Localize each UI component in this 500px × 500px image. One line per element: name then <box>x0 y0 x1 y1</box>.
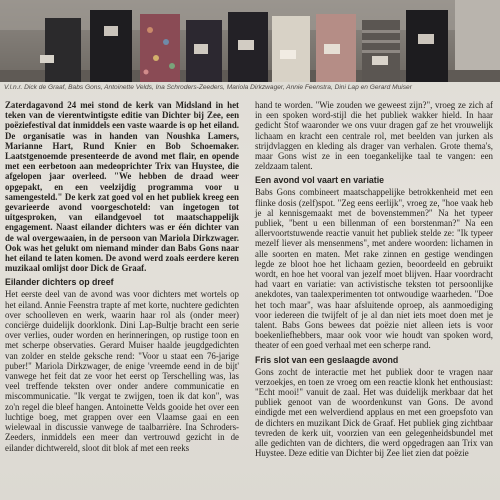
section-heading-eilander-dichters: Eilander dichters op dreef <box>5 277 114 288</box>
article-body-paragraph: Gons zocht de interactie met het publiek door te vragen naar verzoekjes, en toen ze vroeg om een reactie klonk het enthousiast: "Echt mooi!" vanuit de zaal. Het was duidelijk merkbaar dat het publiek genoot van de woordenkunst van Gons. De avond eindigde met een welverdiend applaus en met een groepsfoto van de dichters en muzikant Dick de Graaf. Het publiek ging zichtbaar tevreden de kerk uit, voorzien van een gelegenheidsbundel met alle gedichten van de dichters, die werd opgedragen aan Trix van Huystee. Deze editie van Dichter bij Zee liet zien dat poëzie <box>255 366 493 459</box>
right-column <box>255 100 493 459</box>
article-body-paragraph: Het eerste deel van de avond was voor dichters met wortels op het eiland. Annie Feenstra trapte af met korte, nuchtere gedichten over schoolleven en werk, waarin haar rol als (onder meer) conciërge duidelijk doorklonk. Dini Lap-Bultje bracht een serie over verlies, ouder worden en herinneringen, op rustige toon en met scherpe observaties. Gerard Muiser haalde jeugdgedichten van zolder en stelde geksche rend: "Voor u staat een 76-jarige puber!" Mariola Dirkzwager, de enige 'vreemde eend in de bijt' vanwege het feit dat ze voor het eerst op Terschelling was, las veel treffende teksten over onder andere communicatie en miscommunicatie. "Ik vergat te zwijgen, toen ik dat kon", was zo'n regel die bleef hangen. Antoinette Velds gooide het over een luchtige boeg, met grappen over een Vlaamse gaai en een wielewaal in discussie vanwege de taalbarrière. Ina Schroders-Zeeders, inmiddels een meer dan vertrouwd gezicht in de eilander dichtwereld, sloot dit blok af met een reeks <box>5 289 239 453</box>
article-body-paragraph: Babs Gons combineert maatschappelijke betrokkenheid met een flinke dosis (zelf)spot. "Zeg eens eerlijk", vroeg ze, "hoe vaak heb je al kennisgemaakt met de bovenstemmen?" Na het typeer publiek, "bent u een billenman of een borstenman?" Na een allervoortstuwende reactie vanuit het publiek stelde ze: "Ik typeer mezelf liever als mensenmens", met andere woorden: lichamen in alle soorten en maten. Met rake zinnen en gestige wendingen legde ze bloot hoe het lichaam gezien, beoordeeld en gebruikt wordt, en hoe het vooral van jezelf moet blijven. Haar voordracht had vaart en variatie: van activistische teksten tot persoonlijke anekdotes, van taalexperimenten tot ontwoudige waarheden. "Doe het toch maar", was haar afsluitende oproep, als aanmoediging voor iedereen die twijfelt of je al dan niet iets moet doen met je talent. Babs Gons bewees dat poëzie niet alleen iets is voor boekenliefhebbers, maar ook voor wie houdt van spoken word, theater of een goed verhaal met een scherpe rand. <box>255 187 493 351</box>
group-photo <box>0 0 500 82</box>
section-heading-fris-slot: Fris slot van een geslaagde avond <box>255 354 399 365</box>
photo-caption: V.l.n.r. Dick de Graaf, Babs Gons, Antoinette Velds, Ina Schroders-Zeeders, Mariola Dirkzwager, Annie Feenstra, Dini Lap en Gerard Muiser <box>4 84 412 91</box>
left-column <box>5 100 239 453</box>
section-heading-avond-vol-vaart: Een avond vol vaart en variatie <box>255 175 385 186</box>
article-intro: Zaterdagavond 24 mei stond de kerk van Midsland in het teken van de vierentwintigste editie van Dichter bij Zee, een poëziefestival dat inmiddels een vaste waarde is op het eiland. De organisatie was in handen van Noushka Lamers, Marianne Hart, Rund Knier en Bob Schoemaker. Laatstgenoemde presenteerde de avond met flair, en opende met een eerbetoon aan medeoprichter Trix van Huystee, die afgelopen jaar overleed. "We hebben de draad weer opgepakt, en een veelzijdig programma voor u samengesteld." De kerk zat goed vol en het publiek kreeg een gevarieerde avond voorgeschoteld: van ingetogen tot uitgesproken, van eilandgevoel tot maatschappelijk engagement. Naast eilander dichters was er één dichter van de wal overgewaaien, in de persoon van Mariola Dirkzwager. Ook was het gelukt om niemand minder dan Babs Gons naar het eiland te laten komen. De avond werd zoals eerdere keren muzikaal omlijst door Dick de Graaf. <box>5 100 239 274</box>
article-body-paragraph: hand te worden. "Wie zouden we geweest zijn?", vroeg ze zich af in een spoken word-stijl die het publiek wakker hield. In haar gedicht Stof waaronder we ons vuur dragen gaf ze het vrouwelijk lichaam en kracht een centrale rol, met beelden van jurken als strijdvlaggen en kleding als drager van verhalen. Grote thema's, maar Gons wist ze in een toegankelijke taal te vangen: een zeldzaam talent. <box>255 100 493 172</box>
